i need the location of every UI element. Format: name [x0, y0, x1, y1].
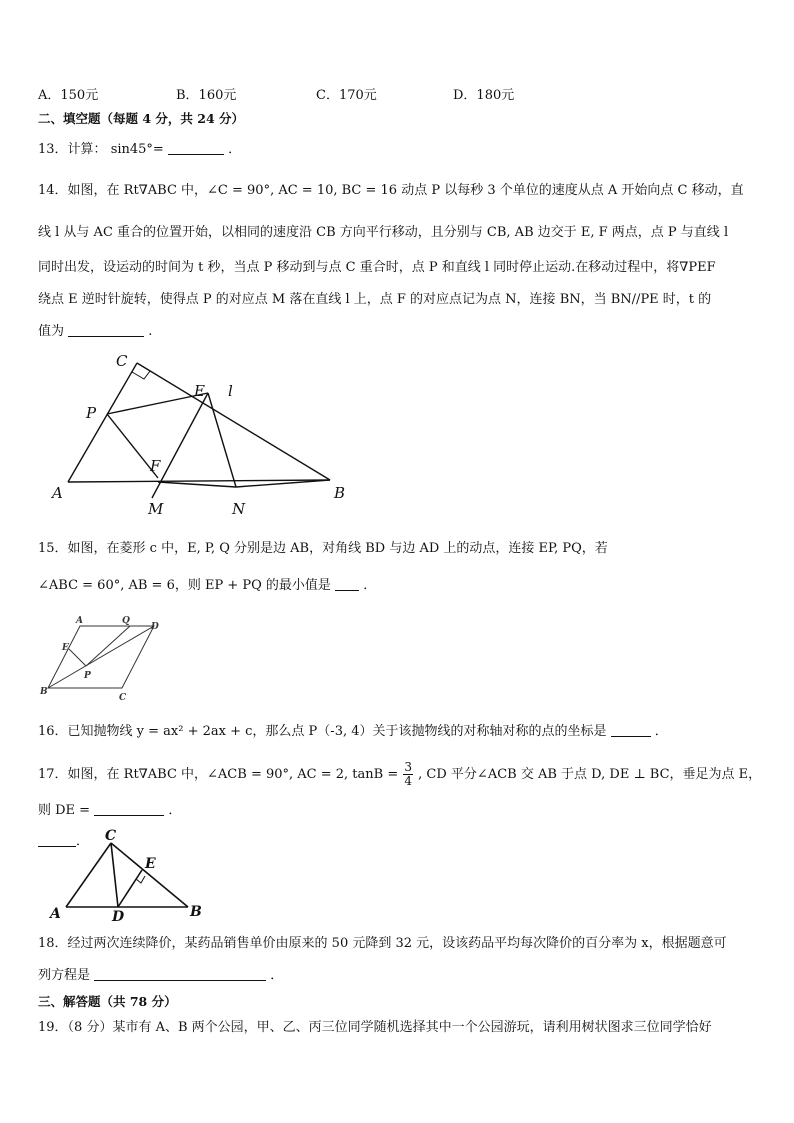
- q14-label-b: B: [334, 484, 346, 502]
- q14-line5-text: 值为: [38, 324, 65, 339]
- q17-label-c: C: [105, 828, 117, 844]
- q14-line-2: 线 l 从与 AC 重合的位置开始，以相同的速度沿 CB 方向平行移动，且分别与 CB, AB 边交于 E, F 两点，点 P 与直线 l: [38, 225, 729, 240]
- q15-line-1: 15．如图，在菱形 c 中，E, P, Q 分别是边 AB，对角线 BD 与边 AD 上的动点，连接 EP, PQ，若: [38, 541, 608, 556]
- q14-line5-end: .: [148, 324, 153, 339]
- q13-prefix: 13．计算：: [38, 142, 107, 157]
- q17-frac-denominator: 4: [404, 774, 413, 788]
- q18-answer-blank: [94, 968, 266, 981]
- q18-line2-end: ．: [270, 968, 284, 983]
- section-3-title: 三、解答题（共 78 分）: [38, 994, 177, 1009]
- question-16: [38, 724, 668, 740]
- q17-label-b: B: [190, 904, 202, 920]
- q13-end: ．: [228, 142, 242, 157]
- q12-option-d: D．180元: [453, 88, 515, 103]
- q17-line-1: [38, 760, 761, 790]
- q15-segment-pq: [86, 626, 130, 666]
- section-2-title: 二、填空题（每题 4 分，共 24 分）: [38, 111, 245, 126]
- q13-answer-blank: [168, 142, 224, 155]
- question-13: [38, 142, 241, 158]
- q14-label-e: E: [194, 382, 205, 400]
- q14-label-n: N: [232, 500, 246, 518]
- q14-right-angle-mark: [132, 363, 150, 379]
- q17-label-e: E: [145, 856, 156, 872]
- q15-figure: [38, 612, 173, 702]
- q15-label-d: D: [151, 622, 159, 632]
- q12-option-a: A．150元: [38, 88, 99, 103]
- q17-line2-end: ．: [168, 803, 182, 818]
- q17-label-d: D: [112, 909, 125, 925]
- q17-segment-cb: [111, 843, 188, 907]
- q17-segment-cd: [111, 843, 118, 907]
- q17-figure: [44, 826, 214, 926]
- q12-option-c: C．170元: [316, 88, 377, 103]
- q13-expr: sin45°=: [110, 142, 164, 157]
- q14-line-5: [38, 324, 152, 340]
- q14-segment-ac: [68, 363, 137, 482]
- q16-end: ．: [654, 724, 668, 739]
- q14-label-l: l: [228, 382, 233, 400]
- q17-frac-numerator: 3: [404, 760, 413, 774]
- q14-label-f: F: [150, 457, 161, 475]
- q17-line-2: [38, 803, 181, 819]
- q17-line2-text: 则 DE =: [38, 803, 91, 818]
- q14-label-p: P: [86, 404, 97, 422]
- q15-line2-end: ．: [363, 578, 377, 593]
- q19-line-1: 19．（8 分）某市有 A、B 两个公园，甲、乙、丙三位同学随机选择其中一个公园游玩，请利用树状图求三位同学恰好: [38, 1020, 712, 1035]
- q17-stray-mark: ．: [76, 834, 90, 849]
- q14-line-4: 绕点 E 逆时针旋转，使得点 P 的对应点 M 落在直线 l 上，点 F 的对应点记为点 N，连接 BN，当 BN//PE 时，t 的: [38, 292, 712, 307]
- q14-segment-ab: [68, 480, 330, 482]
- q18-line-1: 18．经过两次连续降价，某药品销售单价由原来的 50 元降到 32 元，设该药品平均每次降价的百分率为 x，根据题意可: [38, 936, 727, 951]
- q12-option-b: B．160元: [176, 88, 237, 103]
- q14-segment-fn: [158, 482, 236, 487]
- q14-label-c: C: [116, 352, 128, 370]
- q14-label-m: M: [148, 500, 164, 518]
- q14-segment-cb: [137, 363, 330, 480]
- q15-label-c: C: [119, 693, 127, 702]
- q17-segment-ac: [66, 843, 111, 907]
- q15-label-e: E: [62, 643, 69, 653]
- q15-line2-text: ∠ABC = 60°, AB = 6，则 EP + PQ 的最小值是: [38, 578, 331, 593]
- q14-label-a: A: [52, 484, 63, 502]
- q15-label-p: P: [84, 671, 91, 681]
- q14-line-3: 同时出发，设运动的时间为 t 秒，当点 P 移动到与点 C 重合时，点 P 和直线 l 同时停止运动.在移动过程中，将∇PEF: [38, 260, 716, 275]
- q15-line-2: [38, 578, 376, 594]
- q14-answer-blank: [68, 324, 144, 337]
- q17-line1-b: , CD 平分∠ACB 交 AB 于点 D, DE ⊥ BC，垂足为点 E，: [418, 767, 762, 782]
- q15-label-q: Q: [122, 616, 130, 626]
- q17-answer-blank: [94, 803, 164, 816]
- q17-fraction: [403, 761, 413, 788]
- q16-answer-blank: [611, 724, 651, 737]
- q15-answer-blank: [335, 578, 359, 591]
- q17-line1-a: 17．如图，在 Rt∇ABC 中，∠ACB = 90°, AC = 2, tanB =: [38, 767, 399, 782]
- q16-text: 16．已知抛物线 y = ax² + 2ax + c，那么点 P（-3, 4）关于该抛物线的对称轴对称的点的坐标是: [38, 724, 607, 739]
- q15-label-a: A: [76, 616, 83, 626]
- q15-segment-ep: [69, 649, 86, 666]
- q15-label-b: B: [40, 687, 48, 697]
- q18-line2-text: 列方程是: [38, 968, 91, 983]
- q14-figure: [40, 350, 370, 525]
- q14-segment-en: [208, 393, 236, 487]
- q14-segment-pe: [107, 393, 208, 414]
- q14-line-1: 14．如图，在 Rt∇ABC 中，∠C = 90°, AC = 10, BC = 16 动点 P 以每秒 3 个单位的速度从点 A 开始向点 C 移动，直: [38, 183, 744, 198]
- q17-segment-de: [118, 870, 142, 907]
- q17-label-a: A: [50, 906, 61, 922]
- q18-line-2: [38, 968, 283, 984]
